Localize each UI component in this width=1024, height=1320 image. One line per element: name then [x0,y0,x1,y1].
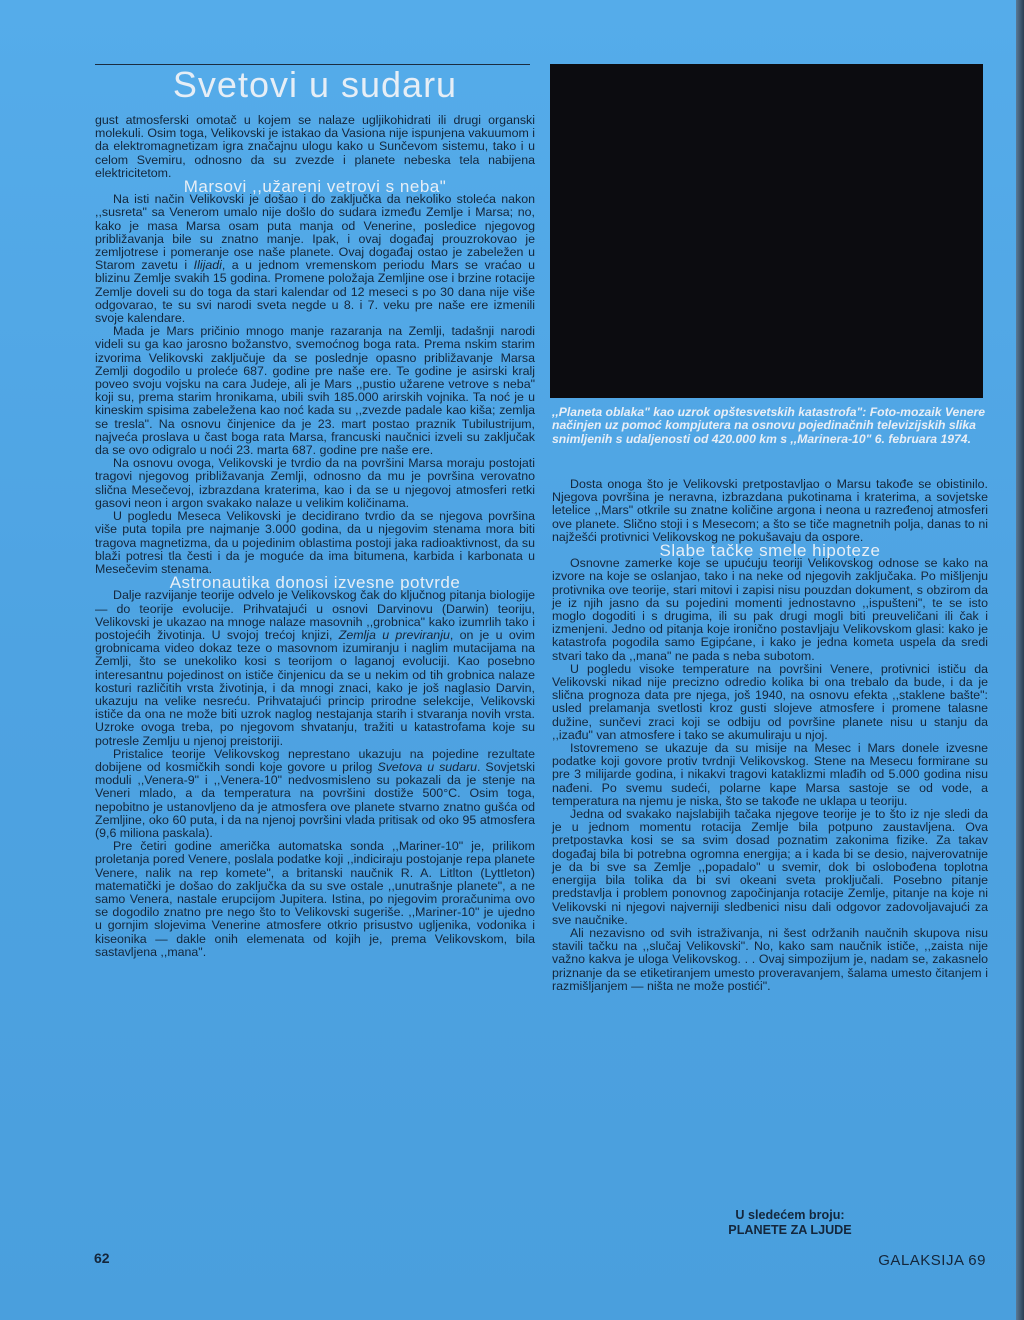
paragraph: Dalje razvijanje teorije odvelo je Velikovskog čak do ključnog pitanja biologije — do teorije evolucije. Prihvatajući u osnovi Darvinovu (Darwin) teoriju, Velikovski je ukazao na mnoge nalaze masovnih ,,grobnica" kako izumrlih tako i postojećih životinja. U svojoj trećoj knjizi, Zemlja u previranju, on je u ovim grobnicama video dokaz teze o masovnom izumiranju i naglim mutacijama na Zemlji, što se unekoliko kosi s teorijom o laganoj evoluciji. Kao posebno interesantnu pojedinost on ističe činjenicu da se u nekim od tih grobnica nalaze kosturi različitih vrsta životinja, i da mnogi znaci, kako je još naglasio Darvin, ukazuju na velike nesreću. Prihvatajući princip prirodne selekcije, Velikovski ističe da ona ne može biti uzrok naglog nestajanja starih i stvaranja novih vrsta. Uzroke ovoga treba, po njegovom shvatanju, tražiti u katastrofama koje su potresle Zemlju u njenoj preistoriji. [95,588,535,748]
next-issue-label: U sledećem broju: [735,1208,845,1222]
next-issue-title: PLANETE ZA LJUDE [728,1223,852,1237]
section-heading: Slabe tačke smele hipoteze [659,541,881,561]
paragraph: Pristalice teorije Velikovskog neprestano ukazuju na pojedine rezultate dobijene od kosmičkih sondi koje govore u prilog Svetova u sudaru. Sovjetski moduli ,,Venera-9" i ,,Venera-10" nedvosmisleno su pokazali da je stenje na Veneri mlado, a da temperatura na površini dostiže 500°C. Osim toga, nepobitno je ustanovljeno da je atmosfera ove planete stvarno znatno gušća od Zemljine, oko 60 puta, i da na njenoj površini vlada pritisak od oko 95 atmosfera (9,6 miliona paskala). [95,746,536,840]
page-edge [1016,0,1024,1320]
photo-caption: ,,Planeta oblaka" kao uzrok opštesvetskih katastrofa": Foto-mozaik Venere načinjen uz pomoć kompjutera na osnovu pojedinačnih televizijskih slika snimljenih s udaljenosti od 420.000 km s ,,Marinera-10" 6. februara 1974. [552,405,986,446]
paragraph: Ali nezavisno od svih istraživanja, ni šest održanih naučnih skupova nisu stavili tačku na ,,slučaj Velikovski". No, kako sam naučnik ističe, ,,zaista nije važno kakva je uloga Velikovskog. . . Ovaj simpozijum je, nadam se, zakasnelo priznanje da se etiketiranjem umesto proveravanjem, šalama umesto čitanjem i razmišljanjem — ništa ne može postići". [552,925,988,993]
paragraph: Na isti način Velikovski je došao i do zaključka da nekoliko stoleća nakon ,,susreta" sa Venerom umalo nije došlo do sudara između Zemlje i Marsa; no, kako je masa Marsa osam puta manja od Venerine, posledice njegovog približavanja bile su znatno manje. Ipak, i ovaj događaj prouzrokovao je zemljotrese i pomeranje ose naše planete. Ovaj događaj ostao je zabeležen u Starom zavetu i Ilijadi, a u jednom vremenskom periodu Mars se vraćao u blizinu Zemlje svakih 15 godina. Promene položaja Zemljine ose i brzine rotacije Zemlje doveli su do toga da stari kalendar od 12 meseci s po 30 dana nije više odgovarao, te su svi narodi sveta negde u 8. i 7. veku pre naše ere izmenili svoje kalendare. [95,192,535,326]
next-issue-box [640,1208,940,1238]
paragraph: Na osnovu ovoga, Velikovski je tvrdio da na površini Marsa moraju postojati tragovi njegovog približavanja Zemlji, odnosno da mu je površina verovatno slična Mesečevoj, izbrazdana kraterima, kao i da se u njegovoj atmosferi retki gasovi neon i argon svakako nalaze u velikim količinama. [95,456,535,510]
venus-photo [550,64,983,398]
paragraph: gust atmosferski omotač u kojem se nalaze ugljikohidrati ili drugi organski molekuli. Osim toga, Velikovski je istakao da Vasiona nije ispunjena vakuumom i da elektromagnetizam igra značajnu ulogu kako u Sunčevom sistemu, tako i u celom Svemiru, odnosno da su zvezde i planete nebeska tela nabijena elektricitetom. [95,113,535,180]
paragraph: Jedna od svakako najslabijih tačaka njegove teorije je to što iz nje sledi da je u jednom momentu rotacija Zemlje bila potpuno zaustavljena. Ova pretpostavka kosi se sa svim dosad poznatim zakonima fizike. Za takav događaj bila bi potrebna ogromna energija; a i kada bi se desio, najverovatnije je da bi sve sa Zemlje ,,popadalo" u svemir, dok bi oslobođena toplotna energija bila tolika da bi svi okeani sveta proključali. Posebno pitanje predstavlja i problem ponovnog započinjanja rotacije Zemlje, pitanje na koje ni Velikovski ni njegovi najverniji sledbenici nisu dali odgovor zadovoljavajući za sve naučnike. [552,807,988,927]
article-title: Svetovi u sudaru [172,64,458,105]
paragraph: Mada je Mars pričinio mnogo manje razaranja na Zemlji, tadašnji narodi videli su ga kao jarosno božanstvo, svemoćnog boga rata. Prema nskim starim izvorima Velikovski zaključuje da se poslednje opasno približavanje Marsa Zemlji dogodilo u proleće 687. godine pre naše ere. Te godine je asirski kralj poveo svoju vojsku na cara Judeje, ali je Mars ,,pustio užarene vetrove s neba" koji su, prema starim hronikama, ubili svih 185.000 arirskih vojnika. Ta noć je u kineskim spisima zabeležena kao noć kada su ,,zvezde padale kao kiša; zemlja se tresla". Na osnovu činjenice da je 23. mart postao praznik Tubilustrijum, najveća proslava u čast boga rata Marsa, francuski naučnici izveli su zaključak da se ovo odigralo u noći 23. marta 687. godine pre naše ere. [95,324,535,458]
paragraph: Istovremeno se ukazuje da su misije na Mesec i Mars donele izvesne podatke koji govore protiv tvrdnji Velikovskog. Stene na Mesecu formirane su pre 3 milijarde godina, i nikakvi tragovi kataklizmi mlađih od 5.000 godina nisu nađeni. Po svemu sudeći, polarne kape Marsa sastoje se od vode, a temperatura na njemu je niska, što se takođe ne uklapa u teoriju. [552,741,988,808]
paragraph: Pre četiri godine američka automatska sonda ,,Mariner-10" je, prilikom proletanja pored Venere, poslala podatke koji ,,indiciraju postojanje repa planete Venere, nalik na rep komete", a britanski naučnik R. A. Litlton (Lyttleton) matematički je došao do zaključka da su sve ostale ,,unutrašnje planete", a ne samo Venera, nastale erupcijom Jupitera. Istina, po njegovim proračunima ovo se dogodilo znatno pre nego što to Velikovski sugeriše. ,,Mariner-10" je ujedno u gornjim slojevima Venerine atmosfere otkrio prisustvo ugljenika, vodonika i kiseonika — dakle onih elemenata od kojih je, prema Velikovskom, bila sastavljena ,,mana". [95,839,535,959]
page-footer: GALAKSIJA 69 [878,1252,986,1269]
paragraph: U pogledu visoke temperature na površini Venere, protivnici ističu da Velikovski nikad nije precizno odredio kolika bi ona trebalo da bude, i da je slična prognoza data pre njega, još 1940, na osnovu efekta ,,staklene bašte": usled prelamanja svetlosti kroz gusti slojeve atmosfere i promene talasne dužine, sunčevi zraci koji se odbiju od površine planete nisu u stanju da ,,izađu" van atmosfere i tako se akumuliraju u njoj. [552,661,988,742]
paragraph: Osnovne zamerke koje se upućuju teoriji Velikovskog odnose se kako na izvore na koje se oslanjao, tako i na neke od njegovih zaključaka. Po mišljenju protivnika ove teorije, stari mitovi i zapisi nisu pouzdan dokument, s obzirom da je iz njih jasno da su pojedini momenti jednostavno ,,ispušteni", te se isto moglo dogoditi i s drugima, ili su pak drugi mogli biti preuveličani ili čak i izmenjeni. Jedno od pitanja koje ironično postavljaju Velikovskom glasi: kako je katastrofa pogodila samo Egipćane, i kako je jedna kometa uspela da sredi stvari tako da ,,mana" ne pada s neba subotom. [552,556,988,663]
paragraph: U pogledu Meseca Velikovski je decidirano tvrdio da se njegova površina više puta topila pre najmanje 3.000 godina, da u njegovim stenama mora biti tragova magnetizma, da u pojedinim oblastima postoji jaka radioaktivnost, da su blaži potresi tla česti i da je moguće da ima bitumena, karbida i karbonata u Mesečevim stenama. [95,509,535,576]
left-column [95,114,535,959]
section-heading: Astronautika donosi izvesne potvrde [169,573,461,593]
right-column [552,478,988,993]
paragraph: Dosta onoga što je Velikovski pretpostavljao o Marsu takođe se obistinilo. Njegova površina je neravna, izbrazdana pukotinama i kraterima, a sovjetske letelice ,,Mars" otkrile su znatne količine argona i neona u razređenoj atmosferi ove planete. Slično stoji i s Mesecom; a što se tiče magnetnih polja, danas to ni najžešći protivnici Velikovskog ne pokušavaju da ospore. [552,477,988,544]
page-number-left: 62 [94,1250,110,1266]
section-heading: Marsovi ,,užareni vetrovi s neba" [183,177,447,197]
